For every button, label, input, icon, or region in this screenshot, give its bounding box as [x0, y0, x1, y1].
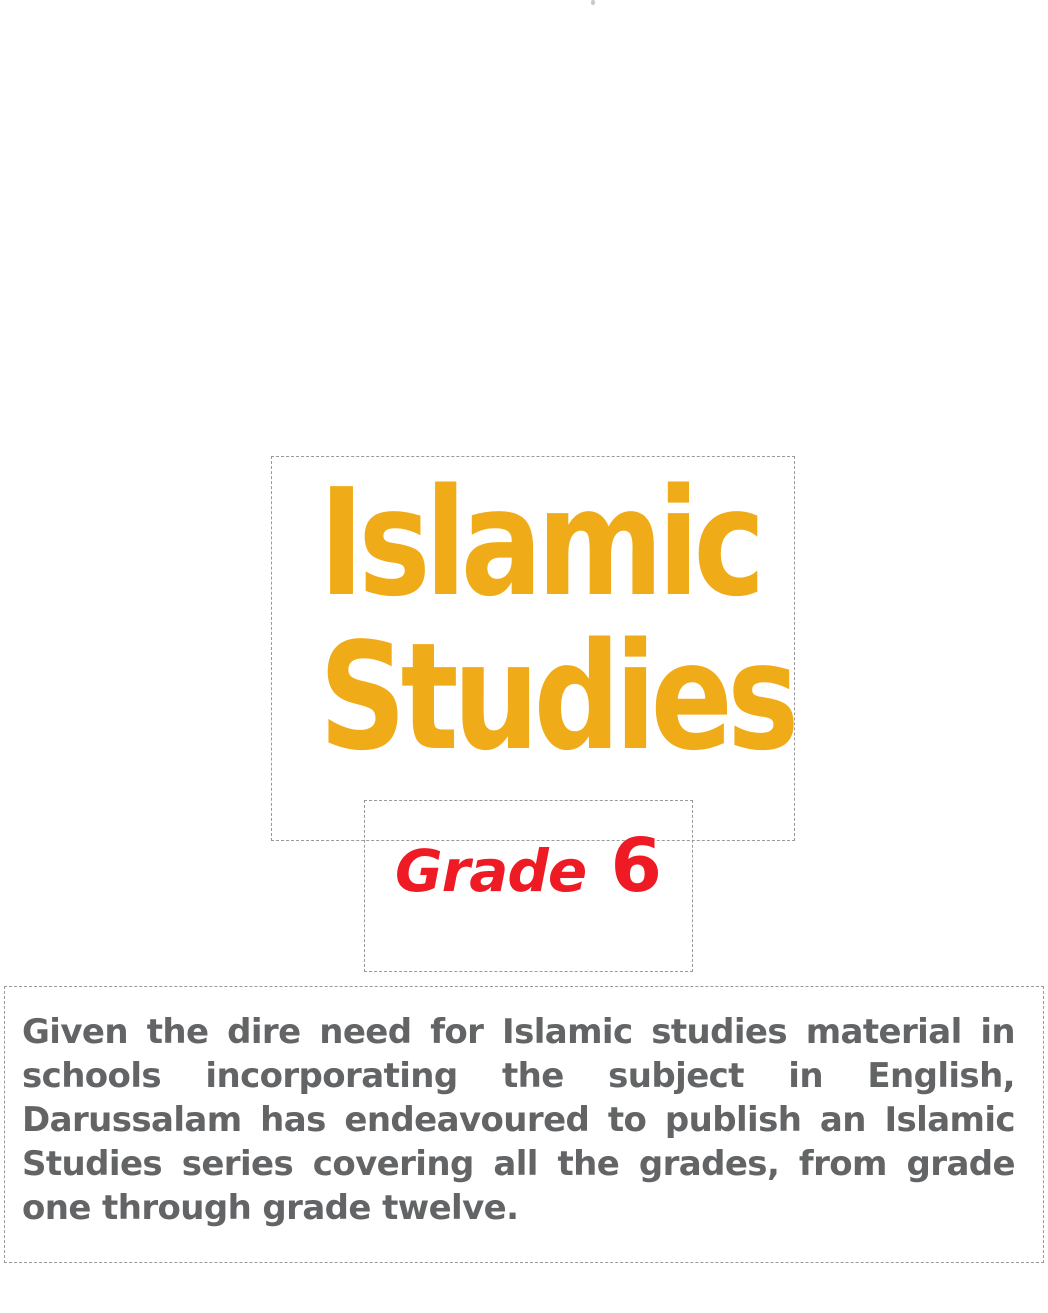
- grade-number: 6: [610, 823, 662, 909]
- description-frame: [4, 986, 1044, 1263]
- scan-artifact-dot: [591, 0, 595, 5]
- title-line-studies: Studies: [318, 611, 794, 783]
- title-line-islamic: Islamic: [318, 457, 760, 629]
- title-frame: [271, 456, 795, 841]
- description-paragraph: Given the dire need for Islamic studies material in schools incorporating the subject in English, Darussalam has endeavoured to publish an Islamic Studies series covering all the grades, from grade one through grade twelve.: [22, 1012, 1015, 1228]
- grade-heading: [365, 823, 692, 909]
- grade-label: Grade: [395, 837, 587, 905]
- grade-frame: [364, 800, 693, 972]
